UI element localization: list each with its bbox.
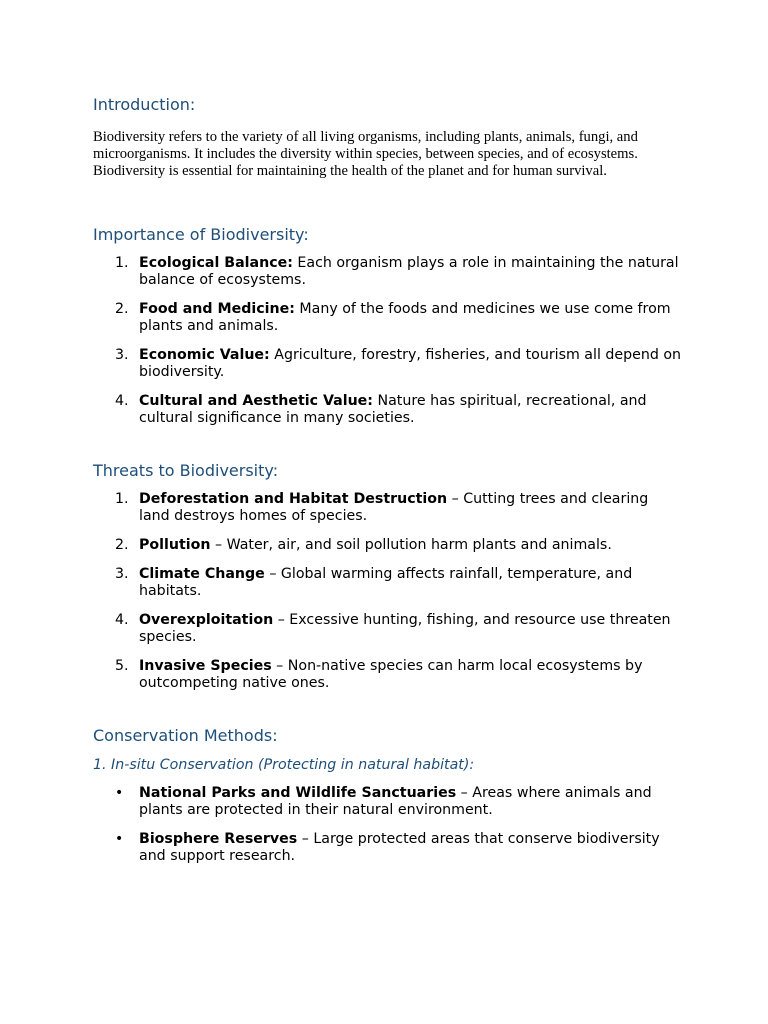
list-number: 2. [115,537,129,553]
list-item-text: – Areas where animals and plants are protected in their natural environment. [139,785,652,818]
list-item-title: Overexploitation [139,612,274,628]
list-item [93,537,683,554]
list-item-title: Climate Change [139,566,265,582]
list-item-title: National Parks and Wildlife Sanctuaries [139,785,457,801]
threats-section [93,460,683,692]
list-item-text: – Global warming affects rainfall, temperature, and habitats. [139,566,633,599]
list-item-title: Invasive Species [139,658,272,674]
list-item [93,393,683,427]
list-item-text: – Cutting trees and clearing land destroys homes of species. [139,491,649,524]
document-page [93,94,683,865]
list-item-text: Many of the foods and medicines we use come from plants and animals. [139,301,671,334]
bullet-icon: • [115,831,124,847]
list-number: 1. [115,491,129,507]
list-item [93,612,683,646]
list-item [93,347,683,381]
list-number: 1. [115,255,129,271]
list-item-text: – Water, air, and soil pollution harm plants and animals. [210,537,612,553]
importance-section [93,224,683,427]
threats-heading: Threats to Biodiversity: [93,461,279,480]
list-number: 5. [115,658,129,674]
list-number: 4. [115,612,129,628]
list-item-title: Deforestation and Habitat Destruction [139,491,448,507]
list-item-text: Each organism plays a role in maintaining the natural balance of ecosystems. [139,255,679,288]
list-item [93,658,683,692]
list-number: 2. [115,301,129,317]
list-item-title: Economic Value: [139,347,270,363]
list-number: 3. [115,347,129,363]
list-item [93,785,683,819]
list-item [93,566,683,600]
introduction-section [93,94,683,180]
list-number: 4. [115,393,129,409]
list-item-title: Biosphere Reserves [139,831,298,847]
list-item [93,301,683,335]
list-item-text: – Non-native species can harm local ecosystems by outcompeting native ones. [139,658,643,691]
conservation-heading: Conservation Methods: [93,726,278,745]
bullet-icon: • [115,785,124,801]
list-item-title: Pollution [139,537,211,553]
importance-heading: Importance of Biodiversity: [93,225,309,244]
list-item [93,831,683,865]
list-number: 3. [115,566,129,582]
list-item-title: Ecological Balance: [139,255,293,271]
importance-list [93,255,683,427]
list-item [93,255,683,289]
introduction-paragraph: Biodiversity refers to the variety of all living organisms, including plants, animals, fungi, and microorganisms. It includes the diversity within species, between species, and of ecosystems. Biodiversity is essential for maintaining the health of the planet and for human survival. [93,129,638,179]
list-item-text: – Excessive hunting, fishing, and resource use threaten species. [139,612,671,645]
list-item-text: – Large protected areas that conserve biodiversity and support research. [139,831,660,864]
list-item-text: Agriculture, forestry, fisheries, and tourism all depend on biodiversity. [139,347,682,380]
list-item-title: Cultural and Aesthetic Value: [139,393,373,409]
conservation-section [93,725,683,865]
threats-list [93,491,683,692]
introduction-heading: Introduction: [93,95,196,114]
in-situ-subheading: 1. In-situ Conservation (Protecting in natural habitat): [93,757,475,773]
list-item [93,491,683,525]
list-item-text: Nature has spiritual, recreational, and cultural significance in many societies. [139,393,647,426]
conservation-list [93,785,683,865]
list-item-title: Food and Medicine: [139,301,295,317]
